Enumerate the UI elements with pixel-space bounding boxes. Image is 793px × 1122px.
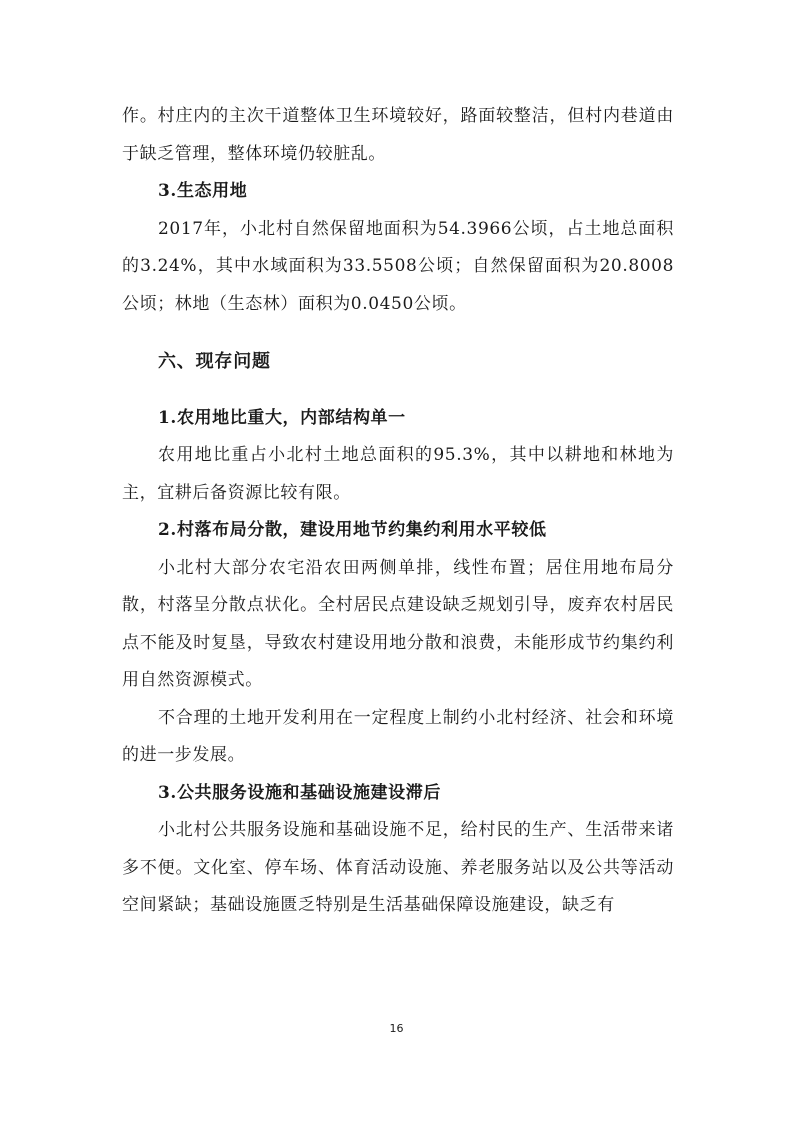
subheading-village-layout: 2.村落布局分散，建设用地节约集约利用水平较低	[158, 520, 547, 540]
subheading-agricultural-land: 1.农用地比重大，内部结构单一	[158, 407, 406, 428]
paragraph-village-layout: 小北村大部分农宅沿农田两侧单排，线性布置；居住用地布局分散，村落呈分散点状化。全村居民点建设缺乏规划引导，废弃农村居民点不能及时复垦，导致农村建设用地分散和浪费，未能形成节约集约利用自然资源模式。	[122, 557, 674, 690]
page-number: 16	[389, 1022, 404, 1035]
continuation-paragraph: 作。村庄内的主次干道整体卫生环境较好，路面较整洁，但村内巷道由于缺乏管理，整体环境仍较脏乱。	[122, 106, 674, 164]
paragraph-land-development: 不合理的土地开发利用在一定程度上制约小北村经济、社会和环境的进一步发展。	[122, 707, 674, 765]
subheading-public-facilities: 3.公共服务设施和基础设施建设滞后	[158, 782, 441, 803]
document-body	[122, 98, 674, 925]
section-heading-existing-problems: 六、现存问题	[158, 351, 271, 372]
paragraph-public-facilities: 小北村公共服务设施和基础设施不足，给村民的生产、生活带来诸多不便。文化室、停车场、体育活动设施、养老服务站以及公共等活动空间紧缺；基础设施匮乏特别是生活基础保障设施建设，缺乏有	[122, 820, 674, 915]
subheading-ecological-land: 3.生态用地	[158, 181, 248, 201]
paragraph-ecological-land: 2017年，小北村自然保留地面积为54.3966公顷，占土地总面积的3.24%，其中水域面积为33.5508公顷；自然保留面积为20.8008公顷；林地（生态林）面积为0.0450公顷。	[122, 218, 674, 314]
paragraph-agricultural-land: 农用地比重占小北村土地总面积的95.3%，其中以耕地和林地为主，宜耕后备资源比较有限。	[122, 445, 674, 503]
